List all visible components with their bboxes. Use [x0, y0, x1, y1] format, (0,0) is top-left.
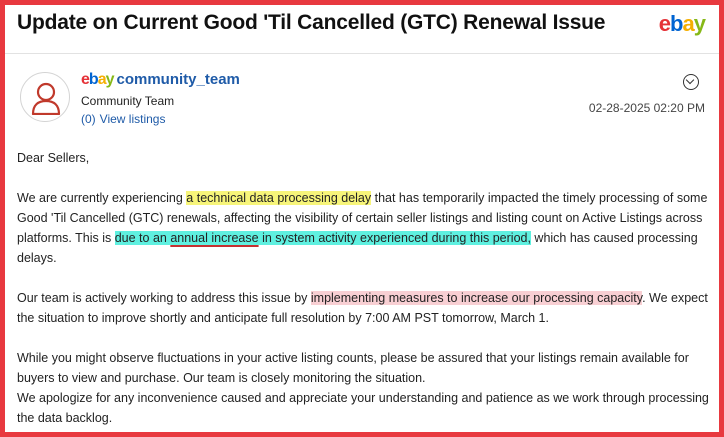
post-card	[5, 5, 719, 432]
view-listings-link[interactable]: View listings	[99, 112, 166, 126]
title-divider	[5, 53, 719, 54]
underline-annual-increase: annual increase	[170, 231, 259, 245]
author-row	[81, 71, 240, 89]
greeting: Dear Sellers,	[17, 151, 90, 165]
avatar[interactable]	[20, 72, 70, 122]
paragraph-1: We are currently experiencing a technical data processing delay that has temporarily impacted the timely processing of some Good 'Til Cancelled (GTC) renewals, affecting the visibility of certain seller listings and listing count on Active Listings across platforms. This is due to an annual increase in system activity experienced during this period, which has caused processing delays.	[17, 191, 708, 265]
highlight-processing-delay: a technical data processing delay	[186, 191, 372, 205]
post-title: Update on Current Good 'Til Cancelled (GTC) Renewal Issue	[17, 11, 606, 34]
author-role: Community Team	[81, 94, 175, 108]
ebay-logo-small: ebay	[81, 71, 114, 88]
ebay-logo: ebay	[658, 11, 705, 36]
highlight-processing-capacity: implementing measures to increase our processing capacity	[310, 291, 643, 305]
post-body	[17, 148, 717, 428]
chevron-down-circle-icon[interactable]	[683, 74, 699, 90]
author-name-link[interactable]: community_team	[116, 71, 240, 88]
listings-row	[81, 112, 165, 126]
paragraph-3: While you might observe fluctuations in your active listing counts, please be assured that your listings remain available for buyers to view and purchase. Our team is closely monitoring the situation.	[17, 351, 689, 385]
paragraph-2: Our team is actively working to address this issue by implementing measures to increase our processing capacity. We expect the situation to improve shortly and anticipate full resolution by 7:00 AM PST tomorrow, March 1.	[17, 291, 708, 325]
highlight-annual-increase: due to an annual increase in system activity experienced during this period,	[114, 231, 531, 245]
user-icon	[30, 81, 62, 115]
paragraph-4: We apologize for any inconvenience caused and appreciate your understanding and patience as we work through processing the data backlog.	[17, 391, 709, 425]
post-date: 02-28-2025 02:20 PM	[588, 101, 705, 115]
listings-count: (0)	[81, 112, 96, 126]
